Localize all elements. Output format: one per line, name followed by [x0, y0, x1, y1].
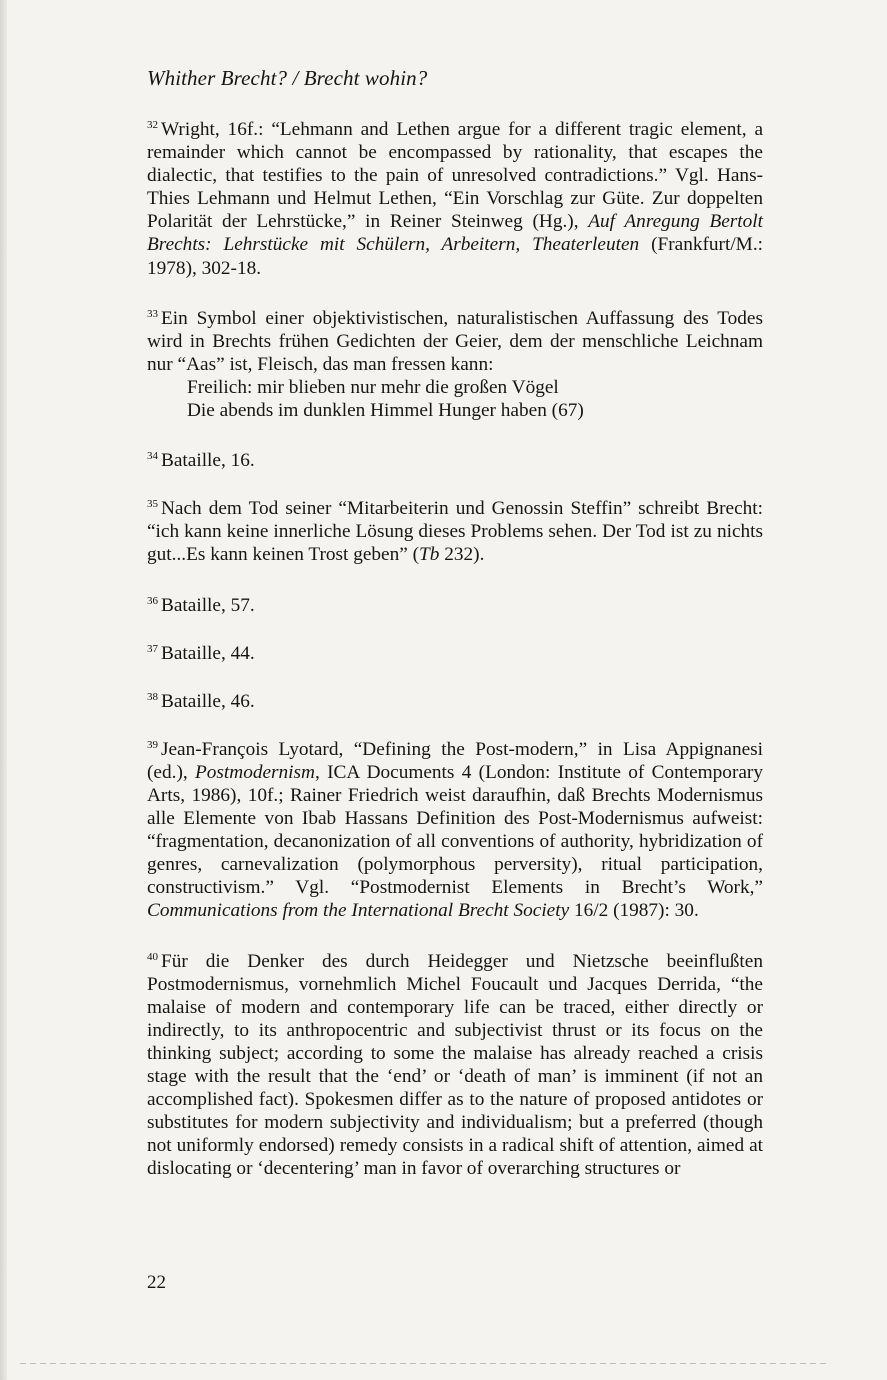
endnote-38: [147, 690, 763, 713]
scan-edge-line: [20, 1363, 830, 1364]
endnote-number: 32: [147, 119, 158, 131]
endnote-number: 38: [147, 690, 158, 703]
page-spine-shadow: [0, 0, 7, 1380]
endnote-text: 16/2 (1987): 30.: [569, 900, 699, 922]
endnote-text: Ein Symbol einer objektivistischen, naturalistischen Auffassung des Todes wird in Brechts frühen Gedichten der Geier, dem der menschliche Leichnam nur “Aas” ist, Fleisch, das man fressen kann:: [147, 307, 763, 375]
endnote-number: 36: [147, 594, 158, 607]
verse-line: Die abends im dunklen Himmel Hunger haben (67): [187, 400, 584, 422]
endnote-text: (Frankfurt/M.: 1978), 302-18.: [147, 234, 763, 279]
endnote-32: [147, 118, 763, 280]
endnote-text: Bataille, 46.: [161, 690, 255, 712]
endnote-34: [147, 449, 763, 472]
running-header: Whither Brecht? / Brecht wohin?: [147, 66, 428, 90]
endnote-40: [147, 950, 763, 1181]
endnote-number: 37: [147, 642, 158, 655]
endnote-text: Bataille, 57.: [161, 594, 255, 616]
endnote-36: [147, 594, 763, 617]
endnote-text: Bataille, 44.: [161, 642, 255, 664]
endnote-title-italic: Postmodernism: [195, 761, 315, 783]
endnote-number: 39: [147, 738, 158, 751]
verse-line: Freilich: mir blieben nur mehr die großen Vögel: [187, 376, 559, 398]
endnote-text: Für die Denker des durch Heidegger und Nietzsche beeinflußten Postmodernismus, vornehmlich Michel Foucault und Jacques Derrida, “the malaise of modern and contemporary life can be traced, either directly or indirectly, to its anthropocentric and subjectivist thrust or its focus on the thinking subject; according to some the malaise has already reached a crisis stage with the result that the ‘end’ or ‘death of man’ is imminent (if not an accomplished fact). Spokesmen differ as to the nature of proposed antidotes or substitutes for modern subjectivity and individualism; but a preferred (though not uniformly endorsed) remedy consists in a radical shift of attention, aimed at dislocating or ‘decentering’ man in favor of overarching structures or: [147, 950, 763, 1180]
endnote-37: [147, 642, 763, 665]
endnotes-list: [147, 118, 763, 1180]
endnote-number: 35: [147, 498, 158, 511]
endnote-33: [147, 307, 763, 422]
endnote-number: 34: [147, 450, 158, 463]
endnote-title-italic: Auf Anregung Bertolt Brechts: Lehrstücke mit Schülern, Arbeitern, Theaterleuten: [147, 211, 764, 256]
endnote-text: Bataille, 16.: [161, 450, 255, 472]
endnote-title-italic: Communications from the International Brecht Society: [147, 900, 570, 922]
endnote-text: Wright, 16f.: “Lehmann and Lethen argue for a different tragic element, a remainder which cannot be encompassed by rationality, that escapes the dialectic, that testifies to the pain of unresolved contradictions.” Vgl. Hans-Thies Lehmann und Helmut Lethen, “Ein Vorschlag zur Güte. Zur doppelten Polarität der Lehrstücke,” in Reiner Steinweg (Hg.),: [147, 119, 763, 233]
page-number: 22: [147, 1272, 166, 1293]
endnote-number: 40: [147, 950, 158, 963]
endnote-text: Nach dem Tod seiner “Mitarbeiterin und Genossin Steffin” schreibt Brecht: “ich kann keine innerliche Lösung dieses Problems sehen. Der Tod ist zu nichts gut...Es kann keinen Trost geben” (: [147, 498, 763, 566]
endnote-number: 33: [147, 307, 158, 320]
endnote-39: [147, 738, 763, 923]
endnote-text: , ICA Documents 4 (London: Institute of Contemporary Arts, 1986), 10f.; Rainer Friedrich weist daraufhin, daß Brechts Modernismus alle Elemente von Ibab Hassans Definition des Post-Modernismus aufweist: “fragmentation, decanonization of all conventions of authority, hybridization of genres, carnevalization (polymorphous perversity), ritual participation, constructivism.” Vgl. “Postmodernist Elements in Brecht’s Work,”: [147, 761, 763, 899]
endnote-title-italic: Tb: [419, 544, 440, 566]
endnote-text: 232).: [439, 544, 485, 566]
endnote-35: [147, 497, 763, 566]
endnote-text: Jean-François Lyotard, “Defining the Post-modern,” in Lisa Appignanesi (ed.),: [147, 738, 763, 783]
